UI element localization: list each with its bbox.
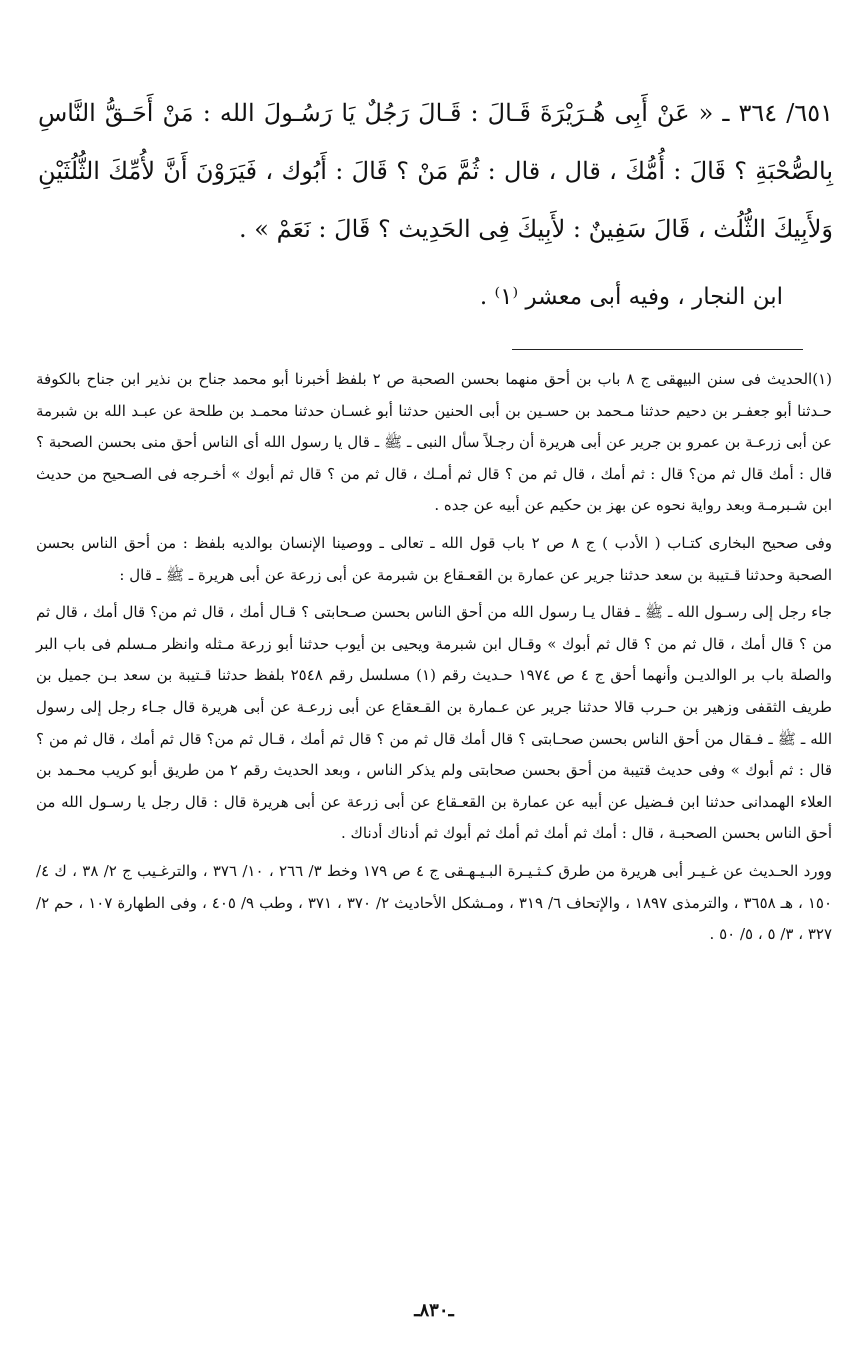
page-number: ـ٨٣٠ـ (414, 1300, 454, 1321)
hadith-source: ابن النجار ، وفيه أبى معشر ⁽١⁾ . (479, 284, 783, 310)
footnotes-block (36, 364, 832, 957)
footnote-paragraph: وفى صحيح البخارى كتـاب ( الأدب ) ج ٨ ص ٢ باب قول الله ـ تعالى ـ ووصينا الإنسان بوالديه بلفظ : من أحق الناس بحسن الصحبة وحدثنا قـتيبة بن سعد حدثنا جرير عن عمارة بن القعـقاع بن شبرمة عن أبى زرعة عن أبى هريرة ـ ﷺ ـ قال : (36, 533, 833, 584)
footnote-paragraph: جاء رجل إلى رسـول الله ـ ﷺ ـ فقال يـا رسول الله من أحق الناس بحسن صـحابتى ؟ قـال أمك ، قال ثم من؟ قال أمك ، قال ثم من ؟ قال أمك ، قال ثم من ؟ قال ثم أبوك » وقـال ابن شبرمة ويحيى بن أيوب حدثنا أبو زرعة مـثله وانظر مـسلم فى باب البر والصلة باب بر الوالديـن وأنهما أحق ج ٤ ص ١٩٧٤ حـديث رقم (١) مسلسل رقم ٢٥٤٨ بلفظ حدثنا قـتيبة بن سعد بـن جميل بن طريف الثقفى وزهير بن حـرب قالا حدثنا جرير عن عـمارة بن القـعقاع عن أبى زرعـة عن أبى هريرة قال جـاء رجل إلى رسول الله ـ ﷺ ـ فـقال من أحق الناس بحسن صحـابتى ؟ قال أمك قال ثم من ؟ قال ثم أمك ، قـال ثم من؟ قال ثم أمك ، قال ثم من ؟ قال : ثم أبوك » وفى حديث قتيبة من أحق بحسن صحابتى ولم يذكر الناس ، وبعد الحديث رقم ٢ من طريق أبو كريب محـمد بن العلاء الهمدانى حدثنا ابن فـضيل عن أبيه عن عمارة بن القعـقاع عن أبى زرعة عن أبى هريرة قال : قال رجل يا رسـول الله من أحق الناس بحسن الصحبـة ، قال : أمك ثم أمك ثم أمك ثم أبوك ثم أدناك أدناك . (36, 603, 833, 843)
hadith-block (38, 84, 833, 258)
hadith-text: ٦٥١/ ٣٦٤ ـ « عَنْ أَبِى هُـرَيْرَةَ قَـالَ : قَـالَ رَجُلٌ يَا رَسُـولَ الله : مَنْ أَحَـقُّ النَّاسِ بِالصُّحْبَةِ ؟ قَالَ : أُمُّكَ ، قال ، قال : ثُمَّ مَنْ ؟ قَالَ : أَبُوك ، فَيَرَوْنَ أَنَّ لأُمِّكَ الثُّلُثَيْنِ وَلأَبِيكَ الثُّلُث ، قَالَ سَفِينٌ : لأَبِيكَ فِى الحَدِيث ؟ قَالَ : نَعَمْ » . (38, 99, 833, 243)
footnote-divider (512, 349, 803, 350)
footnote-paragraph: وورد الحـديث عن غـيـر أبى هريرة من طرق كـثـيـرة البـيـهـقى ج ٤ ص ١٧٩ وخط ٣/ ٢٦٦ ، ١٠/ ٣٧٦ ، والترغـيب ج ٢/ ٣٨ ، ك ٤/ ١٥٠ ، هـ ٣٦٥٨ ، والترمذى ١٨٩٧ ، والإتحاف ٦/ ٣١٩ ، ومـشكل الأحاديث ٢/ ٣٧٠ ، ٣٧١ ، وطب ٩/ ٤٠٥ ، وفى الطهارة ١٠٧ ، حم ٢/ ٣٢٧ ، ٣/ ٥ ، ٥/ ٥٠ . (36, 861, 833, 944)
footnote-paragraph: (١)الحديث فى سنن البيهقى ج ٨ باب بن أحق منهما بحسن الصحبة ص ٢ بلفظ أخبرنا أبو محمد جناح بن نذير ابن جناح بالكوفة حـدثنا أبو جعفـر بن دحيم حدثنا مـحمد بن حسـين بن أبى الحنين حدثنا أبو غسـان حدثنا محمـد بن طلحة عن عبـد الله بن شبرمة عن أبى زرعـة بن عمرو بن جرير عن أبى هريرة أن رجـلاً سأل النبى ـ ﷺ ـ قال يا رسول الله أى الناس أحق منى بحسن الصحبة ؟ قال : أمك قال ثم من؟ قال : ثم أمك ، قال ثم من ؟ قال ثم أمـك ، قال ثم من ؟ قال ثم أبوك » أخـرجه فى الصـحيح من حديث ابن شـبرمـة وبعد رواية نحوه عن بهز بن حكيم عن أبيه عن جده . (36, 370, 832, 515)
